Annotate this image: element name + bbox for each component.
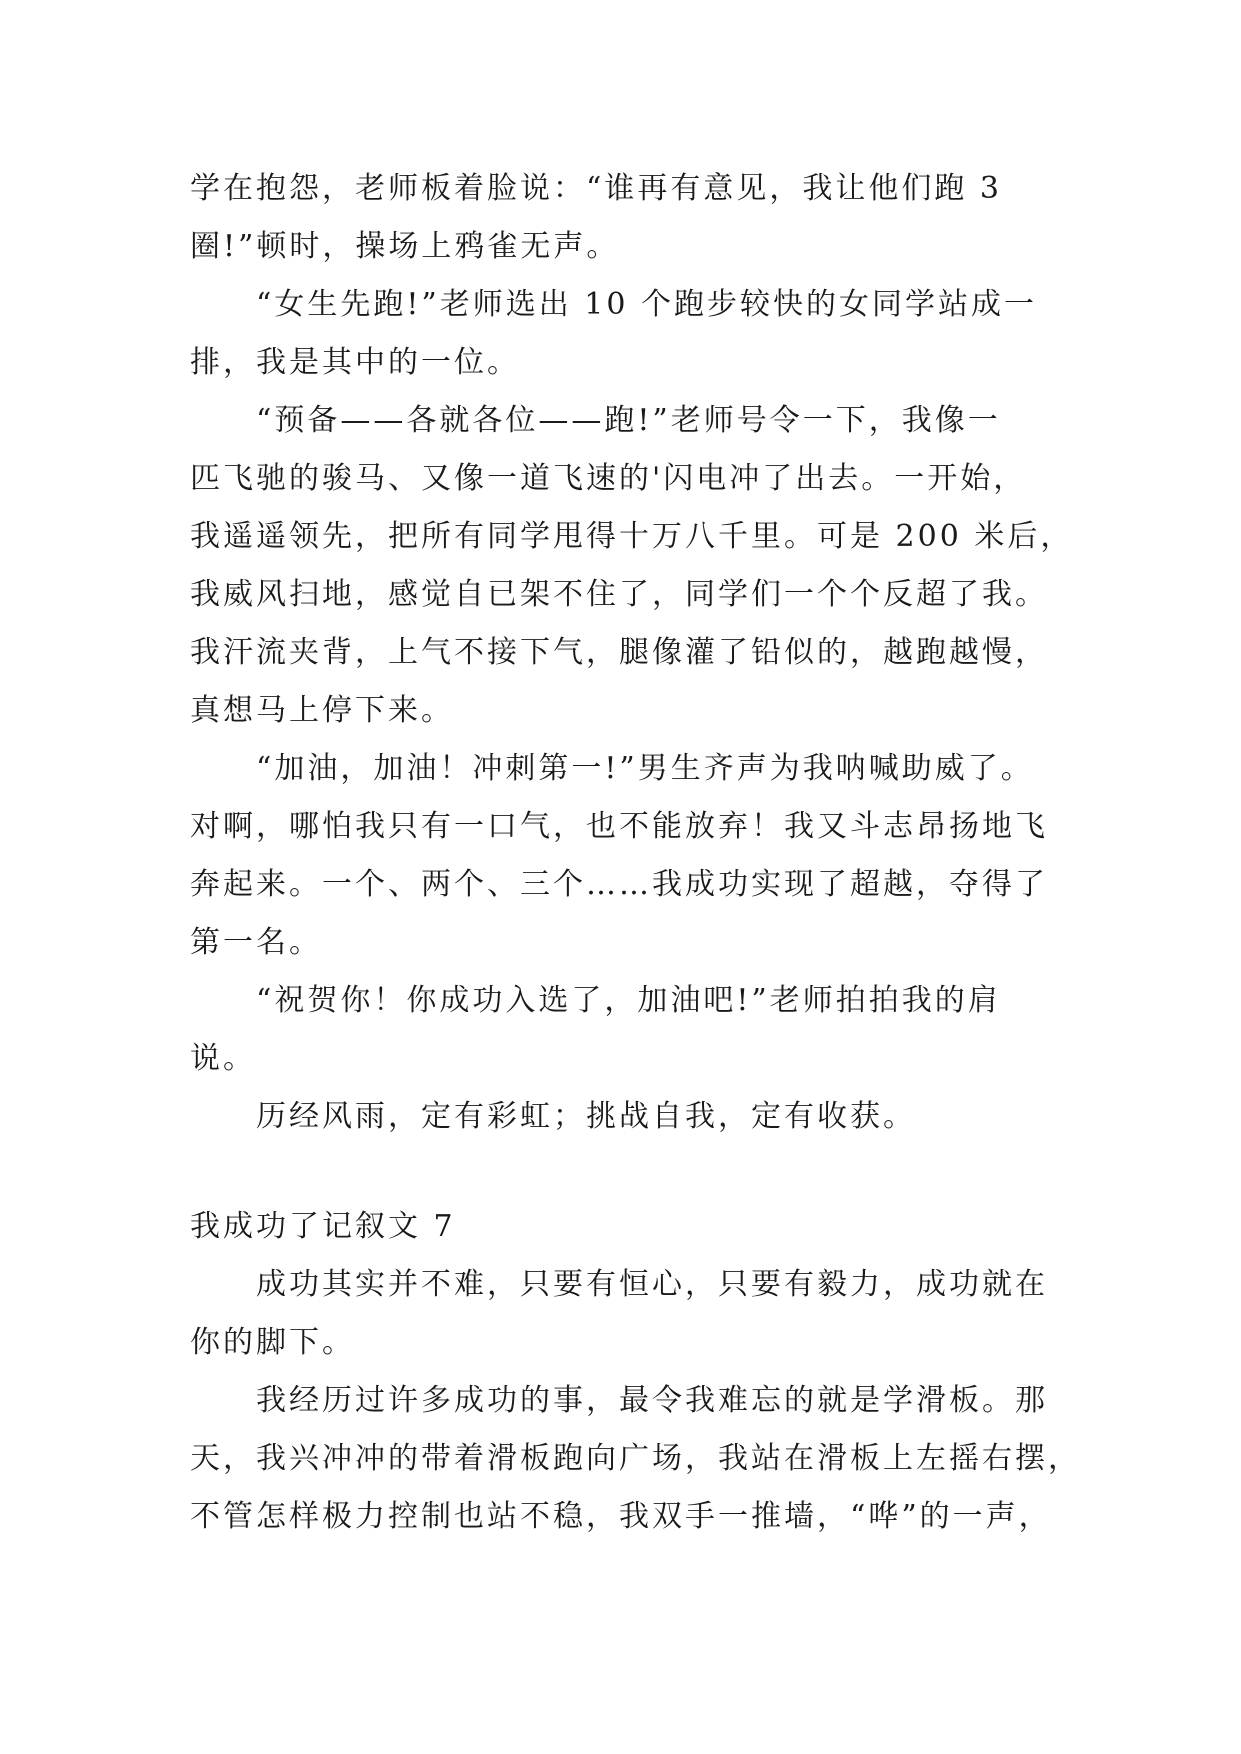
text-line: 排，我是其中的一位。 bbox=[190, 345, 520, 380]
text-line: 圈!”顿时，操场上鸦雀无声。 bbox=[190, 229, 620, 264]
text-line: “女生先跑!”老师选出 10 个跑步较快的女同学站成一 bbox=[190, 287, 1037, 322]
text-line: 历经风雨，定有彩虹；挑战自我，定有收获。 bbox=[190, 1099, 916, 1134]
text-line: “预备——各就各位——跑!”老师号令一下，我像一 bbox=[190, 403, 1001, 438]
text-line: 我遥遥领先，把所有同学甩得十万八千里。可是 200 米后， bbox=[190, 519, 1074, 554]
text-line: 对啊，哪怕我只有一口气，也不能放弃！我又斗志昂扬地飞 bbox=[190, 809, 1048, 844]
section-title: 我成功了记叙文 7 bbox=[190, 1209, 456, 1244]
text-line: 匹飞驰的骏马、又像一道飞速的'闪电冲了出去。一开始， bbox=[190, 461, 1027, 496]
text-line: 学在抱怨，老师板着脸说：“谁再有意见，我让他们跑 3 bbox=[190, 171, 1002, 206]
text-line: “祝贺你！你成功入选了，加油吧!”老师拍拍我的肩 bbox=[190, 983, 1001, 1018]
text-line: “加油，加油！冲刺第一!”男生齐声为我呐喊助威了。 bbox=[190, 751, 1034, 786]
text-line: 不管怎样极力控制也站不稳，我双手一推墙，“哗”的一声， bbox=[190, 1499, 1052, 1534]
text-line: 我汗流夹背，上气不接下气，腿像灌了铅似的，越跑越慢， bbox=[190, 635, 1048, 670]
text-line: 成功其实并不难，只要有恒心，只要有毅力，成功就在 bbox=[190, 1267, 1048, 1302]
text-line: 奔起来。一个、两个、三个……我成功实现了超越，夺得了 bbox=[190, 867, 1048, 902]
text-line: 天，我兴冲冲的带着滑板跑向广场，我站在滑板上左摇右摆， bbox=[190, 1441, 1081, 1476]
text-line: 我威风扫地，感觉自已架不住了，同学们一个个反超了我。 bbox=[190, 577, 1048, 612]
text-line: 第一名。 bbox=[190, 925, 322, 960]
section-spacer bbox=[190, 1146, 1070, 1198]
text-line: 我经历过许多成功的事，最令我难忘的就是学滑板。那 bbox=[190, 1383, 1048, 1418]
document-body bbox=[190, 160, 1081, 1546]
text-line: 真想马上停下来。 bbox=[190, 693, 454, 728]
text-line: 你的脚下。 bbox=[190, 1325, 355, 1360]
text-line: 说。 bbox=[190, 1041, 256, 1076]
